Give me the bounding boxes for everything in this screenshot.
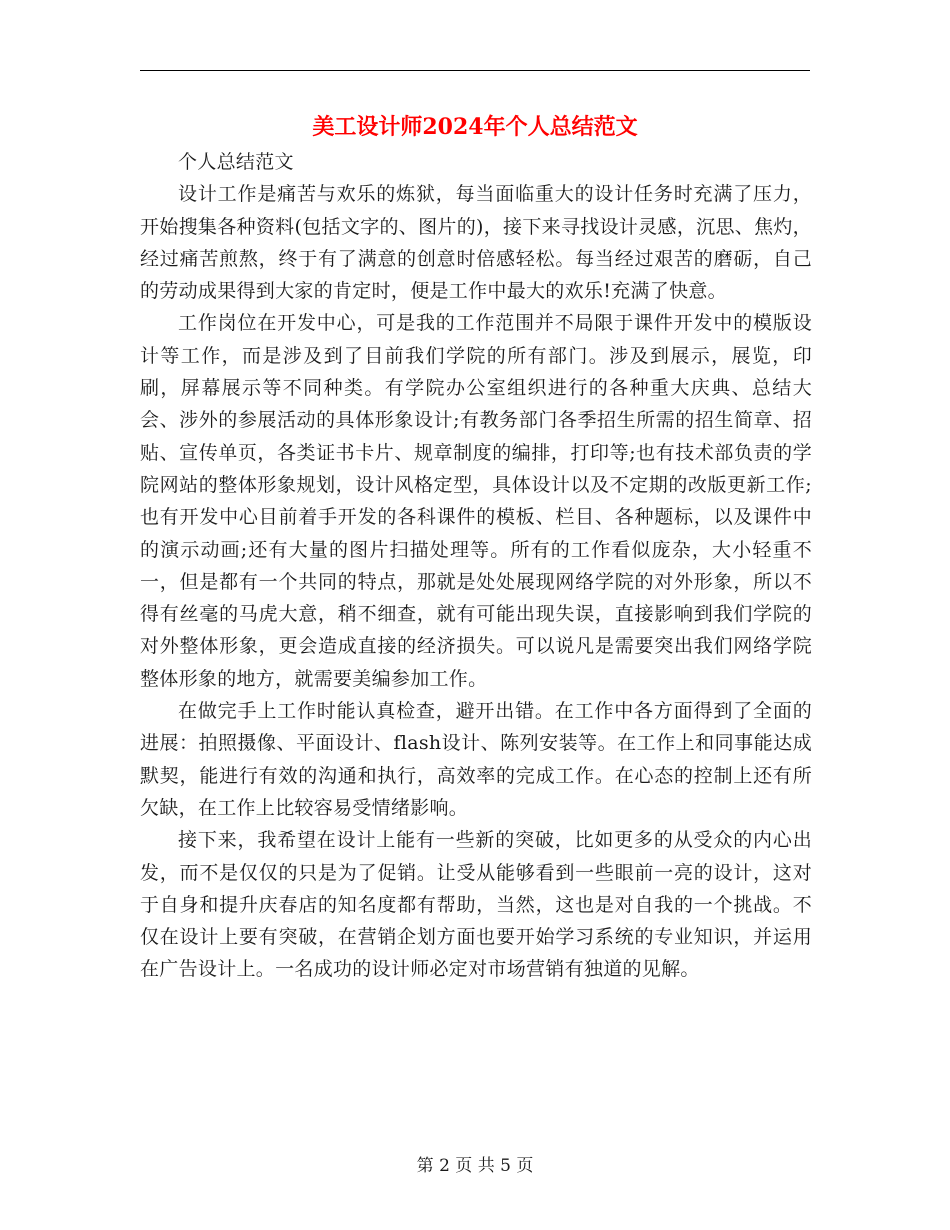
document-title: 美工设计师2024年个人总结范文 <box>312 114 638 140</box>
header-rule <box>140 70 810 71</box>
document-body <box>140 146 812 986</box>
paragraph: 工作岗位在开发中心，可是我的工作范围并不局限于课件开发中的模版设计等工作，而是涉及到了目前我们学院的所有部门。涉及到展示，展览，印刷，屏幕展示等不同种类。有学院办公室组织进行的各种重大庆典、总结大会、涉外的参展活动的具体形象设计;有教务部门各季招生所需的招生简章、招贴、宣传单页，各类证书卡片、规章制度的编排，打印等;也有技术部负责的学院网站的整体形象规划，设计风格定型，具体设计以及不定期的改版更新工作;也有开发中心目前着手开发的各科课件的模板、栏目、各种题标，以及课件中的演示动画;还有大量的图片扫描处理等。所有的工作看似庞杂，大小轻重不一，但是都有一个共同的特点，那就是处处展现网络学院的对外形象，所以不得有丝毫的马虎大意，稍不细查，就有可能出现失误，直接影响到我们学院的对外整体形象，更会造成直接的经济损失。可以说凡是需要突出我们网络学院整体形象的地方，就需要美编参加工作。 <box>140 312 812 690</box>
paragraph: 接下来，我希望在设计上能有一些新的突破，比如更多的从受众的内心出发，而不是仅仅的只是为了促销。让受从能够看到一些眼前一亮的设计，这对于自身和提升庆春店的知名度都有帮助，当然，这也是对自我的一个挑战。不仅在设计上要有突破，在营销企划方面也要开始学习系统的专业知识，并运用在广告设计上。一名成功的设计师必定对市场营销有独道的见解。 <box>140 829 812 981</box>
page-number-footer: 第 2 页 共 5 页 <box>416 1156 534 1176</box>
paragraph: 在做完手上工作时能认真检查，避开出错。在工作中各方面得到了全面的进展：拍照摄像、平面设计、flash设计、陈列安装等。在工作上和同事能达成默契，能进行有效的沟通和执行，高效率的完成工作。在心态的控制上还有所欠缺，在工作上比较容易受情绪影响。 <box>140 700 812 819</box>
document-subtitle: 个人总结范文 <box>178 151 294 173</box>
paragraph: 设计工作是痛苦与欢乐的炼狱，每当面临重大的设计任务时充满了压力，开始搜集各种资料(包括文字的、图片的)，接下来寻找设计灵感，沉思、焦灼，经过痛苦煎熬，终于有了满意的创意时倍感轻松。每当经过艰苦的磨砺，自己的劳动成果得到大家的肯定时，便是工作中最大的欢乐!充满了快意。 <box>140 183 812 303</box>
